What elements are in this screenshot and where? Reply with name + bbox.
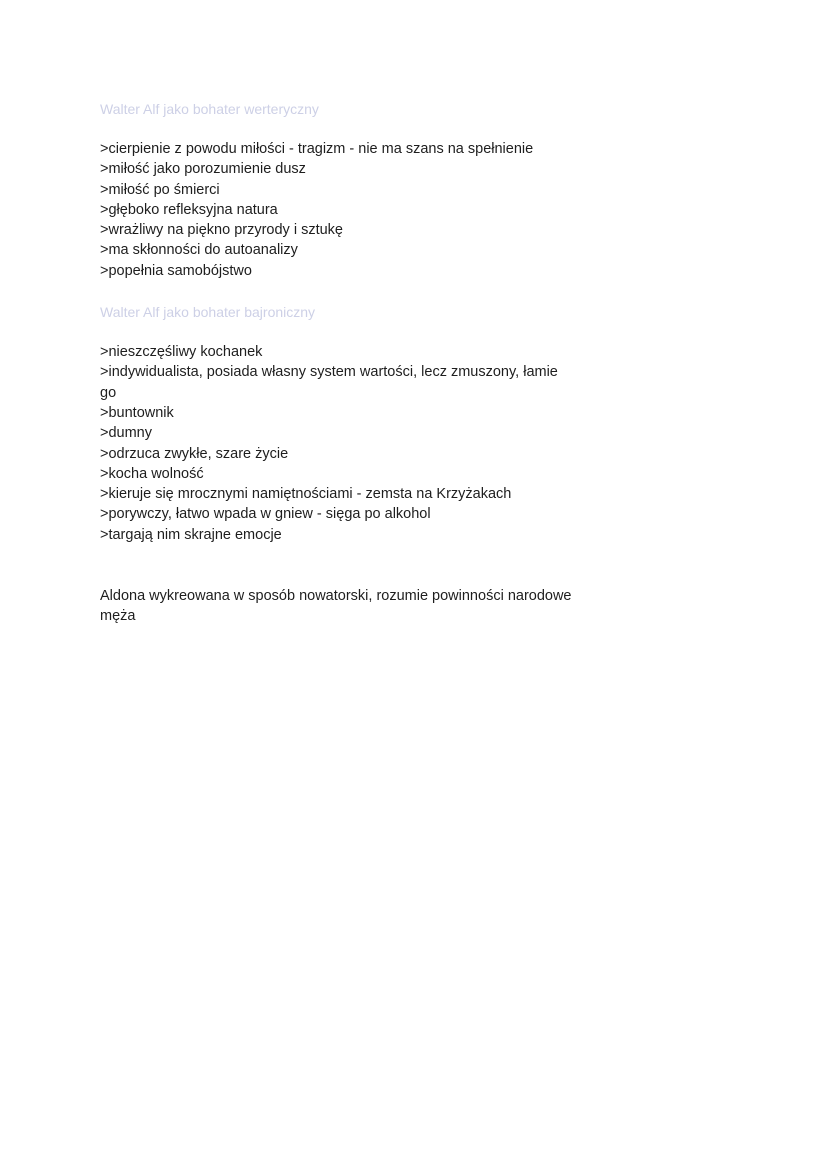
- list-item: >porywczy, łatwo wpada w gniew - sięga po alkohol: [100, 506, 431, 523]
- closing-paragraph-line: Aldona wykreowana w sposób nowatorski, rozumie powinności narodowe: [100, 588, 572, 605]
- list-item: >popełnia samobójstwo: [100, 262, 252, 279]
- list-item: >miłość po śmierci: [100, 181, 220, 198]
- closing-paragraph: [100, 586, 610, 627]
- document-content: [100, 99, 620, 627]
- list-item: >targają nim skrajne emocje: [100, 526, 282, 543]
- list-item: >kieruje się mrocznymi namiętnościami - zemsta na Krzyżakach: [100, 486, 512, 503]
- list-item: >odrzuca zwykłe, szare życie: [100, 445, 289, 462]
- list-item: >miłość jako porozumienie dusz: [100, 161, 306, 178]
- list-item: >cierpienie z powodu miłości - tragizm - nie ma szans na spełnienie: [100, 141, 534, 157]
- list-item: >dumny: [100, 425, 152, 442]
- section-heading-bajroniczny: Walter Alf jako bohater bajroniczny: [100, 304, 316, 321]
- list-item: go: [100, 384, 117, 401]
- list-item: >indywidualista, posiada własny system wartości, lecz zmuszony, łamie: [100, 364, 558, 381]
- list-item: >kocha wolność: [100, 465, 204, 482]
- list-item: >buntownik: [100, 404, 174, 421]
- section-werteryczny: [100, 99, 620, 281]
- list-item: >wrażliwy na piękno przyrody i sztukę: [100, 222, 343, 239]
- traits-list-werteryczny: [100, 139, 620, 281]
- section-heading-werteryczny: Walter Alf jako bohater werteryczny: [100, 101, 319, 117]
- traits-list-bajroniczny: [100, 342, 620, 545]
- list-item: >głęboko refleksyjna natura: [100, 201, 278, 218]
- closing-paragraph-line: męża: [100, 608, 136, 625]
- list-item: >nieszczęśliwy kochanek: [100, 344, 263, 361]
- list-item: >ma skłonności do autoanalizy: [100, 242, 298, 259]
- section-bajroniczny: [100, 302, 620, 545]
